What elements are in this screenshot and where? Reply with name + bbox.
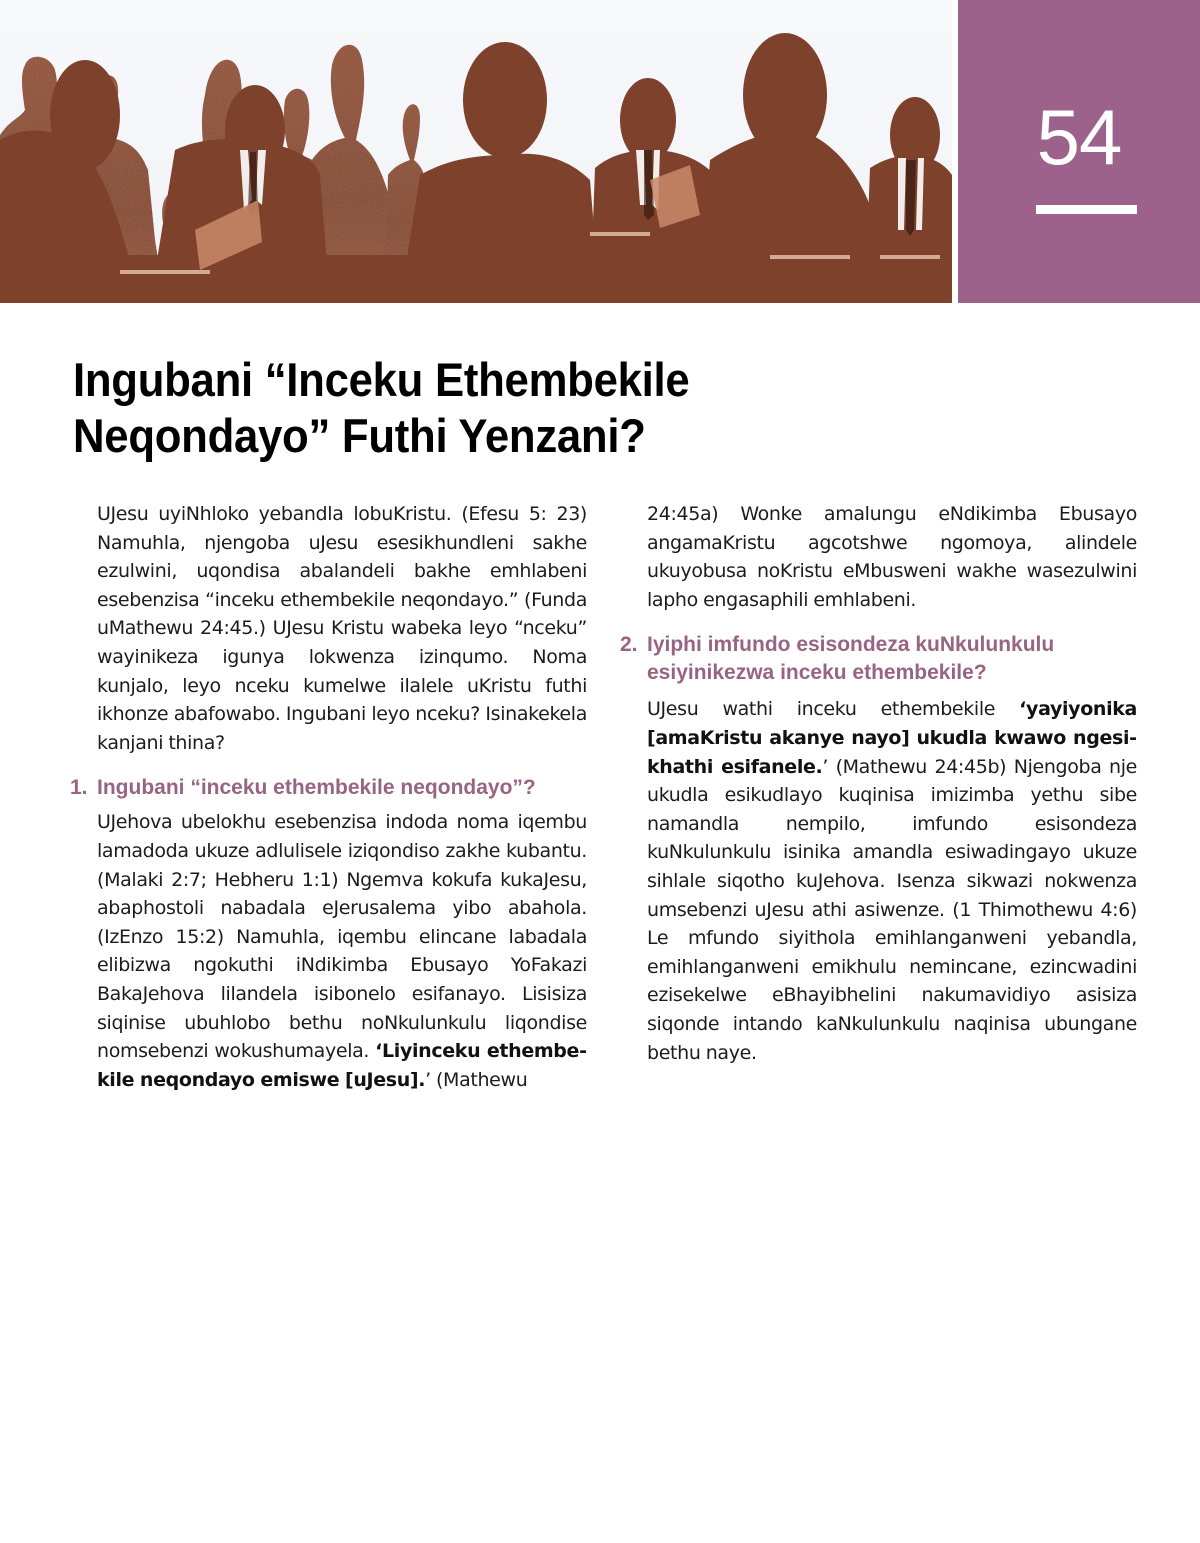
section-2-question [620,631,1137,687]
section-2-number: 2. [620,633,638,657]
lesson-title [73,352,910,464]
lesson-number: 54 [1036,93,1122,181]
header-illustration [0,0,952,303]
section-1-text: UJehova ubelokhu esebenzisa indoda noma iqembu lamadoda ukuze adlulisele iziqondiso zakhe kubantu. (Malaki 2:7; Hebheru 1:1) Ngemva kokufa kukaJesu, abaphostoli nabadala eJerusalema yibo abahola. (IzEnzo 15:2) Namuhla, iqembu elincane labadala elibizwa ngokuthi iNdikimba Ebusayo YoFakazi BakaJehova lilandela isibonelo esifanayo. Lisisiza siqinise ubuhlobo bethu noNkulunkulu liqondise nomsebenzi wokushumayela. [97,811,587,1063]
section-1-text-continued: 24:45a) Wonke amalungu eNdikimba Ebusayo angamaKristu agcotshwe ngomoya, alindele ukuyobusa noKristu eMbusweni wakhe wasezulwini lapho engasaphili emhlabeni. [647,503,1137,611]
section-1-number: 1. [70,776,88,800]
lesson-title-line-2: Neqondayo” Futhi Yenzani? [73,409,646,462]
section-2-question-line-1: Iyiphi imfundo esisondeza kuNkulunkulu [647,633,1055,657]
right-column [620,500,1137,1067]
lesson-number-underline [1036,205,1137,214]
section-2-text: UJesu wathi inceku ethembekile [647,698,1020,721]
section-1-question [70,774,587,802]
meeting-silhouettes-detail [0,0,952,303]
section-1-paragraph-continued [647,500,1137,614]
left-column [70,500,587,1094]
section-2-paragraph [647,695,1137,1067]
lesson-number-badge [958,0,1200,303]
section-2-scripture-quote: ‘yayiyonika [amaKristu akanye nayo] ukudla kwawo ngesikhathi esifanele. [647,698,1137,778]
section-1-paragraph [97,808,587,1094]
section-2-text-after-quote: ’ (Mathewu 24:45b) Njengoba nje ukudla esikudlayo kuqinisa imizimba yethu sibe namandla nempilo, imfundo esisondeza kuNkulunkulu isinika amandla esiwadingayo ukuze sihlale siqotho kuJehova. Isenza sikwazi nokwenza umsebenzi uJesu athi asiwenze. (1 Thimothewu 4:6) Le mfundo siyithola emihlanganweni yebandla, emihlanganweni emikhulu nemincane, ezincwadini ezisekelwe eBhayibhelini nakumavidiyo asisiza siqonde intando kaNkulunkulu naqinisa ubungane bethu naye. [647,755,1137,1064]
section-1-scripture-quote: ‘Liyinceku ethembekile neqondayo emiswe [uJesu]. [97,1040,587,1091]
intro-paragraph: UJesu uyiNhloko yebandla lobuKristu. (Efesu 5: 23) Namuhla, njengoba uJesu esesikhundleni sakhe ezulwini, uqondisa abalandeli bakhe emhlabeni esebenzisa “inceku ethembekile neqondayo.” (Funda uMathewu 24:45.) UJesu Kristu wabeka leyo “nceku” wayinikeza igunya lokwenza izinqumo. Noma kunjalo, leyo nceku kumelwe ilalele uKristu futhi ikhonze abafowabo. Ingubani leyo nceku? Isinakekela kanjani thina? [97,503,587,754]
lesson-title-line-1: Ingubani “Inceku Ethembekile [73,353,690,406]
section-2-question-line-2: esiyinikezwa inceku ethembekile? [647,661,987,685]
section-1-text-continued-left: ’ (Mathewu [425,1068,528,1091]
section-1-question-text: Ingubani “inceku ethembekile neqondayo”? [97,776,536,800]
